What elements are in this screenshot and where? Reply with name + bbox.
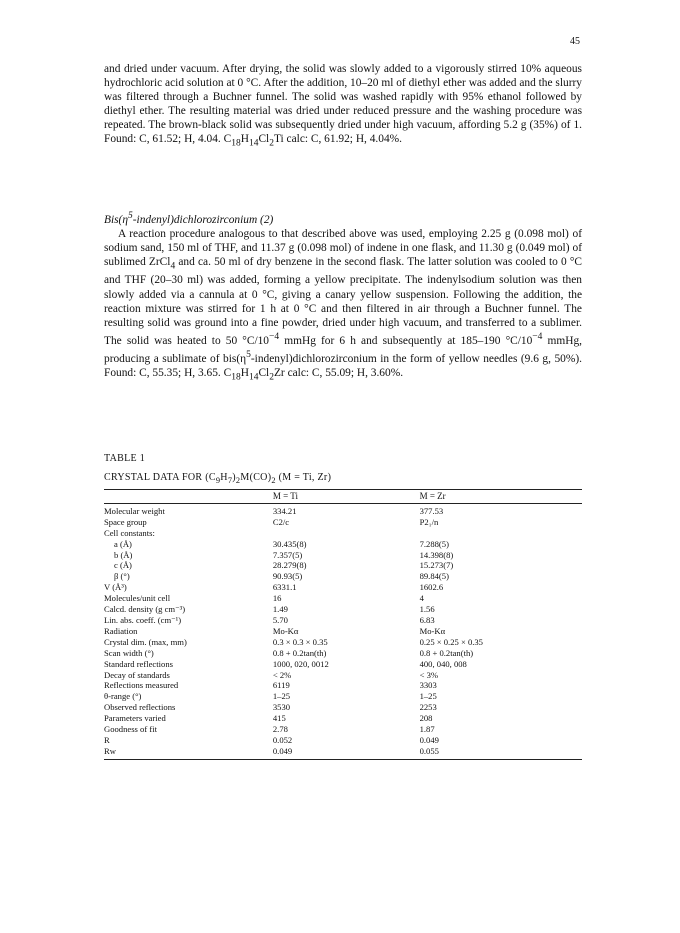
row-value-ti: C2/c [272,516,290,527]
row-value-zr: 208 [419,713,433,724]
row-value-ti: 1000, 020, 0012 [272,658,329,669]
row-value-zr: 377.53 [419,505,444,516]
row-value-zr: 4 [419,593,424,604]
row-label: V (Å³) [104,582,127,593]
header-property [104,490,273,504]
row-value-zr: < 3% [419,669,439,680]
table-row [104,648,582,659]
row-value-ti: 5.70 [272,614,288,625]
table-row [104,550,582,561]
row-value-ti: 415 [272,713,286,724]
row-value-ti: 0.052 [272,734,293,745]
row-value-zr: 0.049 [419,734,439,745]
table-row [104,691,582,702]
table-row [104,746,582,759]
row-value-zr: Mo-Kα [419,625,446,636]
row-value-zr: 1–25 [419,691,437,702]
row-value-ti: 3530 [272,702,291,713]
row-value-ti: 0.3 × 0.3 × 0.35 [272,636,328,647]
row-label: Decay of standards [104,669,170,680]
table-header-row [104,490,582,504]
header-ti: M = Ti [273,490,420,504]
row-value-ti: 0.8 + 0.2tan(th) [272,647,327,658]
row-label: Parameters varied [104,713,166,724]
row-value-zr: 1602.6 [419,582,444,593]
table-body [104,503,582,759]
table-label: TABLE 1 [104,453,146,464]
row-value-ti: 28.279(8) [272,560,307,571]
row-value-ti: 6119 [272,680,290,691]
table-row [104,735,582,746]
row-value-ti: 30.435(8) [272,538,307,549]
row-value-zr: 2253 [419,702,437,713]
row-label: Radiation [104,625,138,636]
table-row [104,626,582,637]
table-row [104,604,582,615]
row-value-zr: 0.055 [419,745,439,756]
table-row [104,713,582,724]
table-row [104,680,582,691]
row-value-ti [273,528,420,539]
row-label: Crystal dim. (max, mm) [104,636,187,647]
row-value-zr: 1.56 [419,604,435,615]
table-row [104,593,582,604]
row-label: Reflections measured [104,680,179,691]
row-value-ti: 7.357(5) [272,549,303,560]
row-value-zr: 7.288(5) [419,538,449,549]
page-number: 45 [570,36,580,47]
row-value-zr: 89.84(5) [419,571,449,582]
row-label: Standard reflections [104,658,173,669]
row-value-zr: 400, 040, 008 [419,658,467,669]
row-value-zr: 15.273(7) [419,560,454,571]
section-paragraph: A reaction procedure analogous to that described above was used, employing 2.25 g (0.098 mol) of sodium sand, 150 ml of THF, and 11.37 g (0.098 mol) of indene in one flask, and 11.30 g (0.049 mol) of sublimed ZrCl$_4$ and ca. 50 ml of dry benzene in the second flask. The latter solution was cooled to 0 °C and THF (20–30 ml) was added, forming a yellow precipitate. The indenylsodium solution was then slowly added via a cannula at 0 °C, giving a canary yellow suspension. Following the addition, the reaction mixture was stirred for 1 h at 0 °C and then filtered in air through a Buchner funnel. The resulting solid was ground into a fine powder, dried under high vacuum, and transferred to a sublimer. The solid was heated to 50 $^\circ C/10^{-4}$ mmHg for 6 h and subsequently at 185–190 $^\circ C/10^{-4}$ mmHg, producing a sublimate of $bis(\eta^5-indenyl)dichlorozirconium$ in the form of yellow needles (9.6 g, 50%). Found: C, 55.35; H, 3.65. $C_{18}H_{14}Cl_2Zr$ calc: C, 55.09; H, 3.60%. [104,227,583,382]
row-label: θ-range (°) [104,691,142,702]
row-label: Molecules/unit cell [104,593,171,604]
row-value-zr: P2₁/n [419,516,439,527]
row-label: c (Å) [114,560,132,571]
row-label: Space group [104,516,147,527]
row-label: Lin. abs. coeff. (cm⁻¹) [104,614,182,625]
row-label: R [104,734,110,745]
row-value-ti: 0.049 [272,745,293,756]
row-value-ti: 1.49 [272,604,288,615]
table-row [104,659,582,670]
row-label: Cell constants: [104,527,155,538]
row-value-zr: 6.83 [419,614,435,625]
table-title: CRYSTAL DATA FOR $(C_9H_7)_2M(CO)_2$ (M = Ti, Zr) [104,472,332,485]
row-value-zr: 1.87 [419,724,435,735]
table-row [104,702,582,713]
table-row [104,615,582,626]
table-row [104,539,582,550]
row-label: Rw [104,745,116,756]
row-label: β (°) [114,571,130,582]
row-label: b (Å) [114,549,133,560]
section-heading: $Bis(\eta^5-indenyl)dichlorozirconium$ (2) [104,211,274,226]
row-value-ti: < 2% [272,669,292,680]
row-value-zr [420,528,582,539]
row-value-ti: Mo-Kα [272,625,299,636]
table-row [104,724,582,735]
row-label: Molecular weight [104,505,165,516]
row-label: Goodness of fit [104,724,157,735]
table-row [104,517,582,528]
row-value-ti: 90.93(5) [272,571,303,582]
row-value-zr: 0.25 × 0.25 × 0.35 [419,636,483,647]
table-row [104,637,582,648]
paragraph-continuation: and dried under vacuum. After drying, the solid was slowly added to a vigorously stirred 10% aqueous hydrochloric acid solution at 0 °C. After the addition, 10–20 ml of diethyl ether was added and the slurry was filtered through a Buchner funnel. The solid was washed rapidly with 95% ethanol followed by diethyl ether. The resulting material was dried under reduced pressure and the washing procedure was repeated. The brown-black solid was subsequently dried under high vacuum, affording 5.2 g (35%) of 1. Found: C, 61.52; H, 4.04. $C_{18}H_{14}Cl_2Ti$ calc: C, 61.92; H, 4.04%. [104,63,582,149]
row-value-zr: 14.398(8) [419,549,454,560]
row-label: Calcd. density (g cm⁻³) [104,604,186,615]
row-label: Observed reflections [104,702,176,713]
header-zr: M = Zr [420,490,582,504]
row-label: Scan width (°) [104,647,154,658]
section-zirconium-synthesis [104,209,582,384]
row-value-ti: 334.21 [272,505,297,516]
row-value-ti: 1–25 [272,691,291,702]
table-row [104,571,582,582]
table-row [104,528,582,539]
crystal-data-table [104,489,582,760]
table-row [104,670,582,681]
table-row [104,503,582,516]
row-value-zr: 0.8 + 0.2tan(th) [419,647,474,658]
row-value-zr: 3303 [419,680,437,691]
row-label: a (Å) [114,538,132,549]
table-row [104,582,582,593]
row-value-ti: 6331.1 [272,582,297,593]
table-row [104,560,582,571]
row-value-ti: 16 [272,593,282,604]
row-value-ti: 2.78 [272,724,288,735]
